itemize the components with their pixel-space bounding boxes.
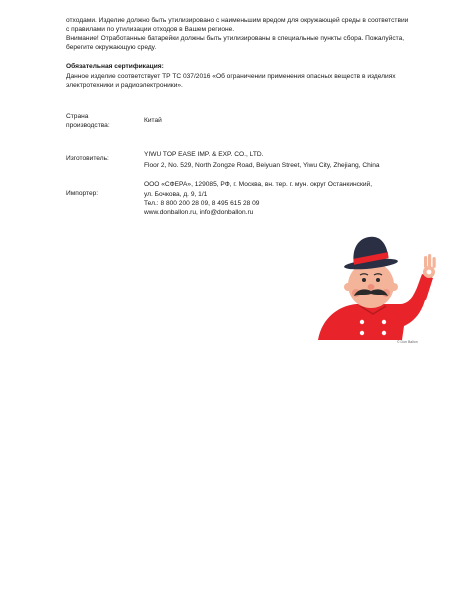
disposal-line-4: берегите окружающую среду. [66,44,157,51]
disposal-line-1: отходами. Изделие должно быть утилизировано с наименьшим вредом для окружающей среды в соответствии [66,17,409,24]
origin-value: Китай [144,117,162,124]
certification-line-2: электротехники и радиоэлектроники». [66,82,183,89]
importer-line-3: Тел.: 8 800 200 28 09, 8 495 615 28 09 [144,200,260,207]
don-ballon-mascot [316,230,442,348]
disposal-line-2: с правилами по утилизации отходов в Вашем регионе. [66,26,235,33]
origin-label-line-2: производства: [66,122,110,129]
manufacturer-name: YIWU TOP EASE IMP. & EXP. CO., LTD. [144,151,264,158]
importer-line-4: www.donballon.ru, info@donballon.ru [144,209,254,216]
origin-label-line-1: Страна [66,113,89,120]
image-credit: © Don Ballon [397,340,418,344]
certification-line-1: Данное изделие соответствует ТР ТС 037/2016 «Об ограничении применения опасных веществ в изделиях [66,73,396,80]
disposal-line-3: Внимание! Отработанные батарейки должны быть утилизированы в специальные пункты сбора. Пожалуйста, [66,35,405,42]
importer-label: Импортер: [66,190,99,197]
manufacturer-label: Изготовитель: [66,155,109,162]
ok-hand-icon [423,254,436,278]
importer-line-2: ул. Бочкова, д. 9, 1/1 [144,191,208,198]
importer-line-1: ООО «СФЕРА», 129085, РФ, г. Москва, вн. тер. г. мун. округ Останкинский, [144,181,373,188]
certification-heading: Обязательная сертификация: [66,63,164,70]
manufacturer-address: Floor 2, No. 529, North Zongze Road, Beiyuan Street, Yiwu City, Zhejiang, China [144,162,380,169]
